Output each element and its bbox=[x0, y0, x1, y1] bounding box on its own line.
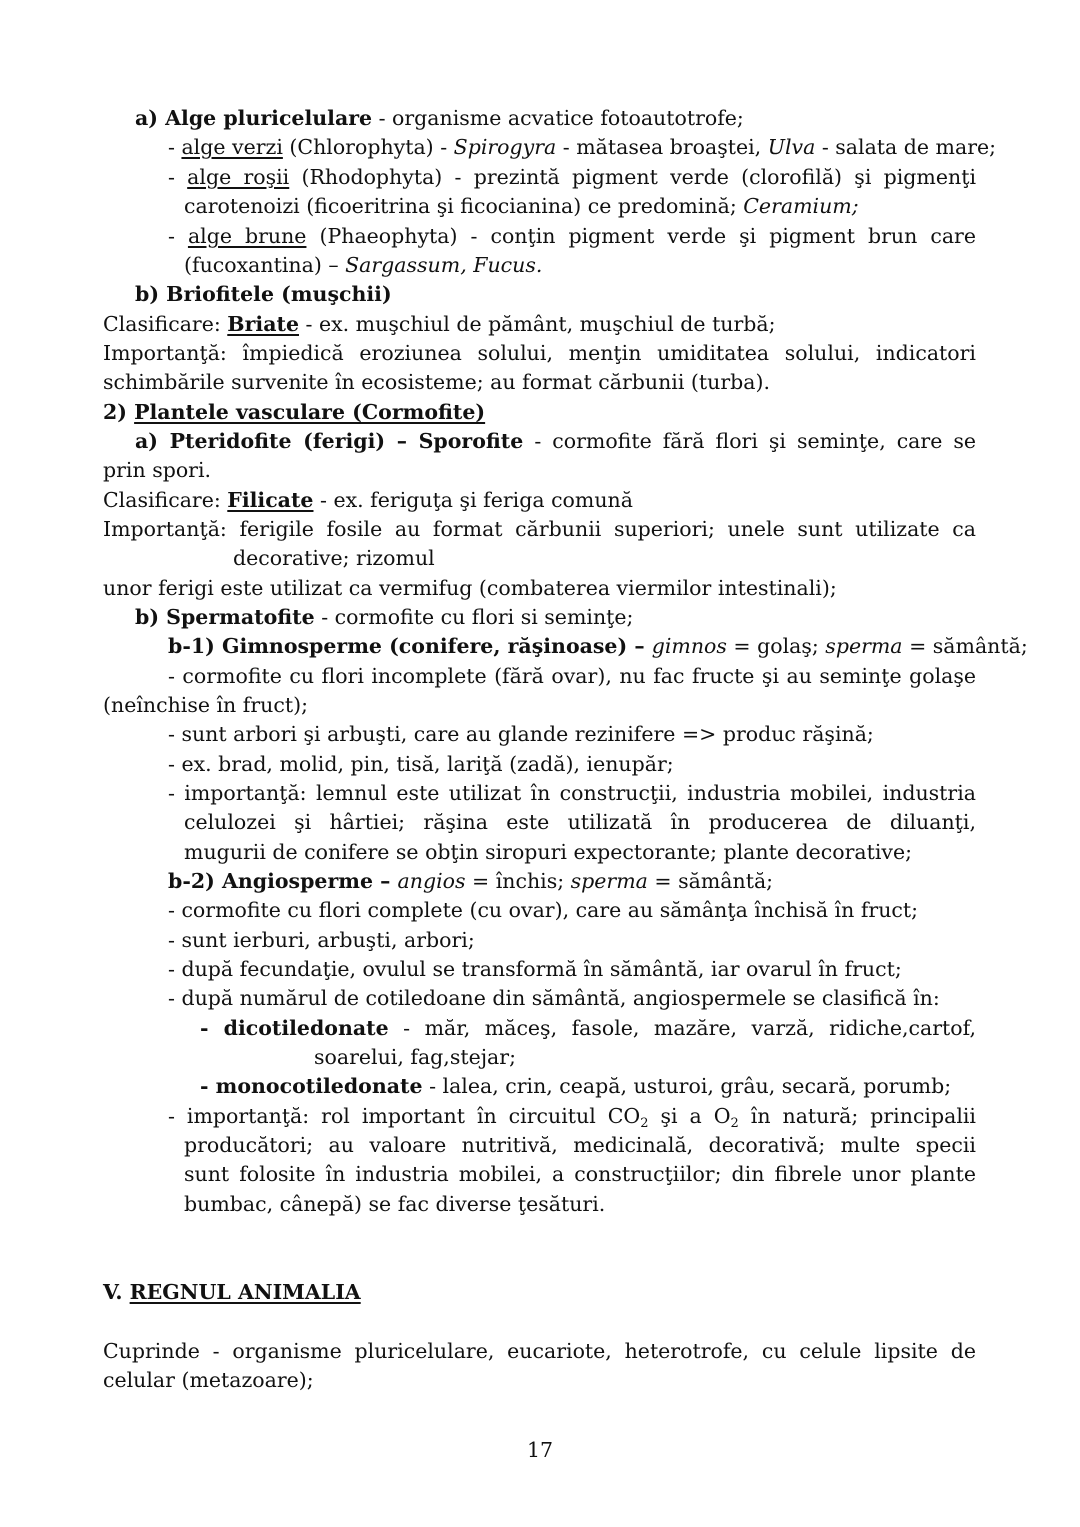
text-line: - ex. brad, molid, pin, tisă, lariţă (zadă), ienupăr; bbox=[168, 752, 674, 776]
text-line: Importanţă: ferigile fosile au format cărbunii superiori; unele sunt utilizate ca bbox=[103, 517, 976, 541]
text-line: Cuprinde - organisme pluricelulare, eucariote, heterotrofe, cu celule lipsite de bbox=[103, 1339, 976, 1363]
text-line: - alge brune (Phaeophyta) - conţin pigment verde şi pigment brun care bbox=[168, 224, 976, 248]
text-line: prin spori. bbox=[103, 458, 212, 482]
text-line: - cormofite cu flori incomplete (fără ovar), nu fac fructe şi au seminţe golaşe bbox=[168, 664, 976, 688]
text-line: (neînchise în fruct); bbox=[103, 693, 308, 717]
text-line: celular (metazoare); bbox=[103, 1368, 314, 1392]
text-line: - după numărul de cotiledoane din sământă, angiospermele se clasifică în: bbox=[168, 986, 940, 1010]
text-line: Importanţă: împiedică eroziunea solului, menţin umiditatea solului, indicatori bbox=[103, 341, 976, 365]
text-line: - sunt arbori şi arbuşti, care au glande rezinifere => produc răşină; bbox=[168, 722, 874, 746]
text-line: - sunt ierburi, arbuşti, arbori; bbox=[168, 928, 475, 952]
text-line: - importanţă: rol important în circuitul $CO_2$ şi a $O_2$ în natură; principalii bbox=[168, 1104, 976, 1131]
section-heading-regnul-animalia: V. REGNUL ANIMALIA bbox=[103, 1280, 361, 1304]
text-line: - dicotiledonate - măr, măceş, fasole, mazăre, varză, ridiche,cartof, bbox=[200, 1016, 976, 1040]
text-line: (fucoxantina) – Sargassum, Fucus. bbox=[184, 253, 543, 277]
text-line: Clasificare: Briate - ex. muşchiul de pământ, muşchiul de turbă; bbox=[103, 312, 776, 336]
text-line: a) Pteridofite (ferigi) – Sporofite - cormofite fără flori şi seminţe, care se bbox=[135, 429, 976, 453]
heading-angiosperme: b-2) Angiosperme – angios = închis; sperma = sământă; bbox=[168, 869, 774, 893]
text-line: - alge roşii (Rhodophyta) - prezintă pigment verde (clorofilă) şi pigmenţi bbox=[168, 165, 976, 189]
heading-spermatofite: b) Spermatofite - cormofite cu flori si seminţe; bbox=[135, 605, 634, 629]
heading-gimnosperme: b-1) Gimnosperme (conifere, răşinoase) – gimnos = golaş; sperma = sământă; bbox=[168, 634, 1028, 658]
text-line: bumbac, cânepă) se fac diverse ţesături. bbox=[184, 1192, 606, 1216]
text-line: decorative; rizomul bbox=[233, 546, 435, 570]
text-line: - cormofite cu flori complete (cu ovar), care au sămânţa închisă în fruct; bbox=[168, 898, 919, 922]
text-line: - importanţă: lemnul este utilizat în construcţii, industria mobilei, industria bbox=[168, 781, 976, 805]
text-line: schimbările survenite în ecosisteme; au format cărbunii (turba). bbox=[103, 370, 771, 394]
text-line: mugurii de conifere se obţin siropuri expectorante; plante decorative; bbox=[184, 840, 913, 864]
page-number: 17 bbox=[526, 1438, 554, 1462]
text-line: soarelui, fag,stejar; bbox=[314, 1045, 516, 1069]
heading-briofitele: b) Briofitele (muşchii) bbox=[135, 282, 392, 306]
text-line: sunt folosite în industria mobilei, a construcţiilor; din fibrele unor plante bbox=[184, 1162, 976, 1186]
text-line: unor ferigi este utilizat ca vermifug (combaterea viermilor intestinali); bbox=[103, 576, 837, 600]
text-line: - monocotiledonate - lalea, crin, ceapă, usturoi, grâu, secară, porumb; bbox=[200, 1074, 952, 1098]
text-line: Clasificare: Filicate - ex. feriguţa şi feriga comună bbox=[103, 488, 633, 512]
text-line: carotenoizi (ficoeritrina şi ficocianina) ce predomină; Ceramium; bbox=[184, 194, 859, 218]
text-line: - alge verzi (Chlorophyta) - Spirogyra - mătasea broaştei, Ulva - salata de mare; bbox=[168, 135, 997, 159]
text-line: celulozei şi hârtiei; răşina este utilizată în producerea de diluanţi, bbox=[184, 810, 976, 834]
heading-plantele-vasculare: 2) Plantele vasculare (Cormofite) bbox=[103, 400, 486, 424]
text-line: producători; au valoare nutritivă, medicinală, decorativă; multe specii bbox=[184, 1133, 976, 1157]
text-line: - după fecundaţie, ovulul se transformă în sământă, iar ovarul în fruct; bbox=[168, 957, 902, 981]
heading-alge-pluricelulare: a) Alge pluricelulare - organisme acvatice fotoautotrofe; bbox=[135, 106, 744, 130]
